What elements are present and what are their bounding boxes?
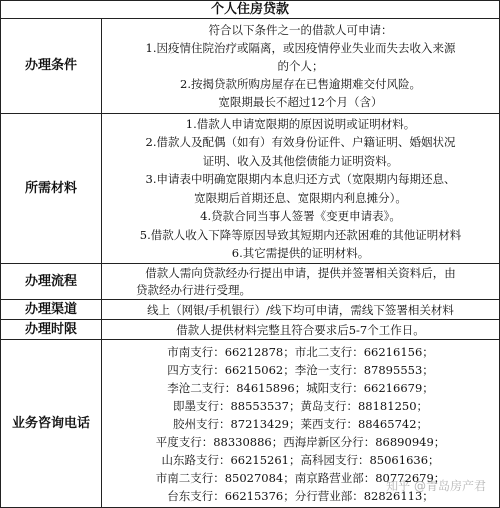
process-line: 贷款经办行进行受理。 xyxy=(136,282,251,297)
phone-row: 胶州支行：87213429；莱西支行：88465742； xyxy=(172,416,429,431)
time-limit-text: 借款人提供材料完整且符合要求后5-7个工作日。 xyxy=(176,322,425,337)
process-line: 借款人需向贷款经办行提出申请，提供并签署相关资料后，由 xyxy=(145,265,456,280)
conditions-line: 宽限期最长不超过12个月（含） xyxy=(218,95,383,109)
materials-line: 4.贷款合同当事人签署《变更申请表》。 xyxy=(200,209,401,223)
phones-label: 业务咨询电话 xyxy=(1,340,102,508)
conditions-line: 2.按揭贷款所购房屋存在已售逾期难交付风险。 xyxy=(180,77,421,91)
document-title: 个人住房贷款 xyxy=(1,1,500,19)
phone-row: 台东支行：66215376；分行营业部：82826113； xyxy=(167,488,434,503)
channel-content xyxy=(102,300,500,320)
phone-row: 李沧二支行：84615896；城阳支行：66216679； xyxy=(167,380,434,395)
phone-row: 市南支行：66212878；市北二支行：66216156； xyxy=(167,344,434,359)
phone-row: 市南二支行：85027084；南京路营业部：80772679； xyxy=(155,470,446,485)
conditions-line: 符合以下条件之一的借款人可申请： xyxy=(208,23,393,37)
phone-row: 四方支行：66215062；李沧一支行：87895553； xyxy=(167,362,434,377)
phone-row: 即墨支行：88553537；黄岛支行：88181250； xyxy=(172,398,429,413)
process-label: 办理流程 xyxy=(1,264,102,300)
conditions-label: 办理条件 xyxy=(1,19,102,114)
materials-line: 宽限期后首期还息、宽限期内利息摊分）。 xyxy=(194,190,407,205)
materials-line: 3.申请表中明确宽限期内本息归还方式（宽限期内每期还息、 xyxy=(145,172,456,186)
materials-line: 2.借款人及配偶（如有）有效身份证件、户籍证明、婚姻状况 xyxy=(145,135,456,149)
materials-line: 6.其它需提供的证明材料。 xyxy=(231,246,370,260)
materials-line: 1.借款人申请宽限期的原因说明或证明材料。 xyxy=(185,116,416,131)
time-limit-label: 办理时限 xyxy=(1,320,102,340)
materials-line: 证明、收入及其他偿债能力证明资料。 xyxy=(202,153,399,168)
phones-content xyxy=(102,340,500,508)
conditions-content xyxy=(102,19,500,114)
conditions-line: 的个人； xyxy=(277,59,324,73)
conditions-line: 1.因疫情住院治疗或隔离，或因疫情停业失业而失去收入来源 xyxy=(145,41,456,55)
watermark: 知乎 @青岛房产君 xyxy=(386,479,486,493)
phone-row: 平度支行：88330886；西海岸新区分行：86890949； xyxy=(155,434,446,449)
process-content xyxy=(102,264,500,300)
materials-line: 5.借款人收入下降等原因导致其短期内还款困难的其他证明材料 xyxy=(139,227,462,242)
materials-content xyxy=(102,114,500,264)
phone-row: 山东路支行：66215261；高科园支行：85061636； xyxy=(161,452,440,467)
channel-label: 办理渠道 xyxy=(1,300,102,320)
time-limit-content xyxy=(102,320,500,340)
materials-label: 所需材料 xyxy=(1,114,102,264)
channel-text: 线上（网银/手机银行）/线下均可申请，需线下签署相关材料 xyxy=(147,302,454,317)
